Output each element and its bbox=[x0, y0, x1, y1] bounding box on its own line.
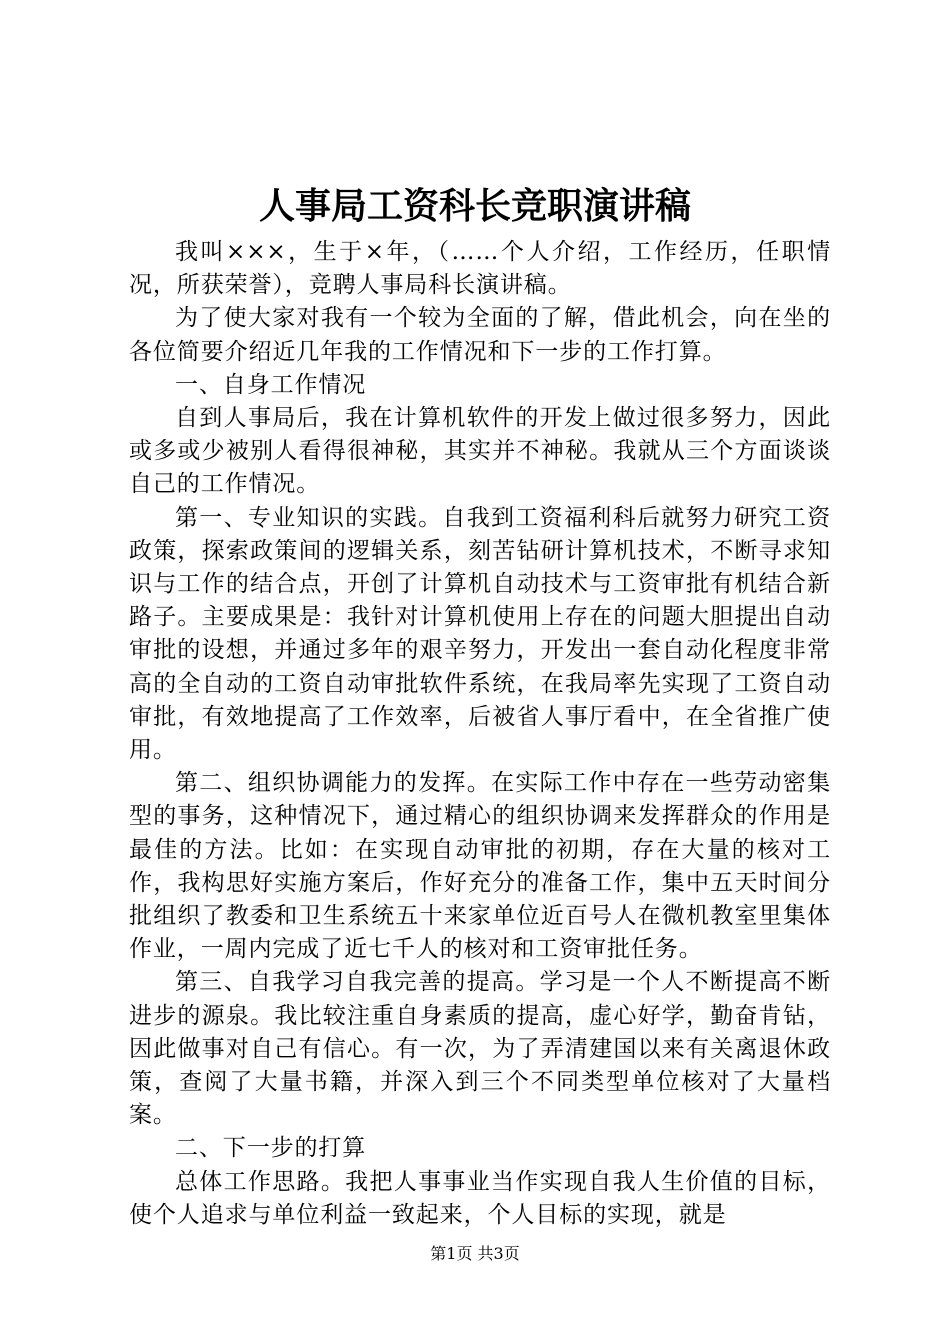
document-body bbox=[129, 236, 831, 1232]
paragraph-point-1: 第一、专业知识的实践。自我到工资福利科后就努力研究工资政策，探索政策间的逻辑关系，刻苦钻研计算机技术，不断寻求知识与工作的结合点，开创了计算机自动技术与工资审批有机结合新路子。主要成果是：我针对计算机使用上存在的问题大胆提出自动审批的设想，并通过多年的艰辛努力，开发出一套自动化程度非常高的全自动的工资自动审批软件系统，在我局率先实现了工资自动审批，有效地提高了工作效率，后被省人事厅看中，在全省推广使用。 bbox=[129, 504, 831, 764]
paragraph-plan: 总体工作思路。我把人事事业当作实现自我人生价值的目标，使个人追求与单位利益一致起来，个人目标的实现，就是 bbox=[129, 1168, 831, 1228]
document-title: 人事局工资科长竞职演讲稿 bbox=[258, 185, 691, 227]
section-heading-1: 一、自身工作情况 bbox=[175, 371, 367, 398]
paragraph-intro: 我叫×××，生于×年，（……个人介绍，工作经历，任职情况，所获荣誉），竞聘人事局科长演讲稿。 bbox=[129, 239, 831, 299]
section-heading-2: 二、下一步的打算 bbox=[175, 1135, 367, 1162]
paragraph-purpose: 为了使大家对我有一个较为全面的了解，借此机会，向在坐的各位简要介绍近几年我的工作情况和下一步的工作打算。 bbox=[129, 305, 831, 365]
paragraph-point-2: 第二、组织协调能力的发挥。在实际工作中存在一些劳动密集型的事务，这种情况下，通过精心的组织协调来发挥群众的作用是最佳的方法。比如：在实现自动审批的初期，存在大量的核对工作，我构思好实施方案后，作好充分的准备工作，集中五天时间分批组织了教委和卫生系统五十来家单位近百号人在微机教室里集体作业，一周内完成了近七千人的核对和工资审批任务。 bbox=[129, 770, 831, 963]
paragraph-point-3: 第三、自我学习自我完善的提高。学习是一个人不断提高不断进步的源泉。我比较注重自身素质的提高，虚心好学，勤奋肯钻，因此做事对自己有信心。有一次，为了弄清建国以来有关离退休政策，查阅了大量书籍，并深入到三个不同类型单位核对了大量档案。 bbox=[129, 969, 831, 1129]
paragraph-work-overview: 自到人事局后，我在计算机软件的开发上做过很多努力，因此或多或少被别人看得很神秘，其实并不神秘。我就从三个方面谈谈自己的工作情况。 bbox=[129, 405, 831, 498]
page-number: 第1页 共3页 bbox=[430, 1244, 520, 1263]
